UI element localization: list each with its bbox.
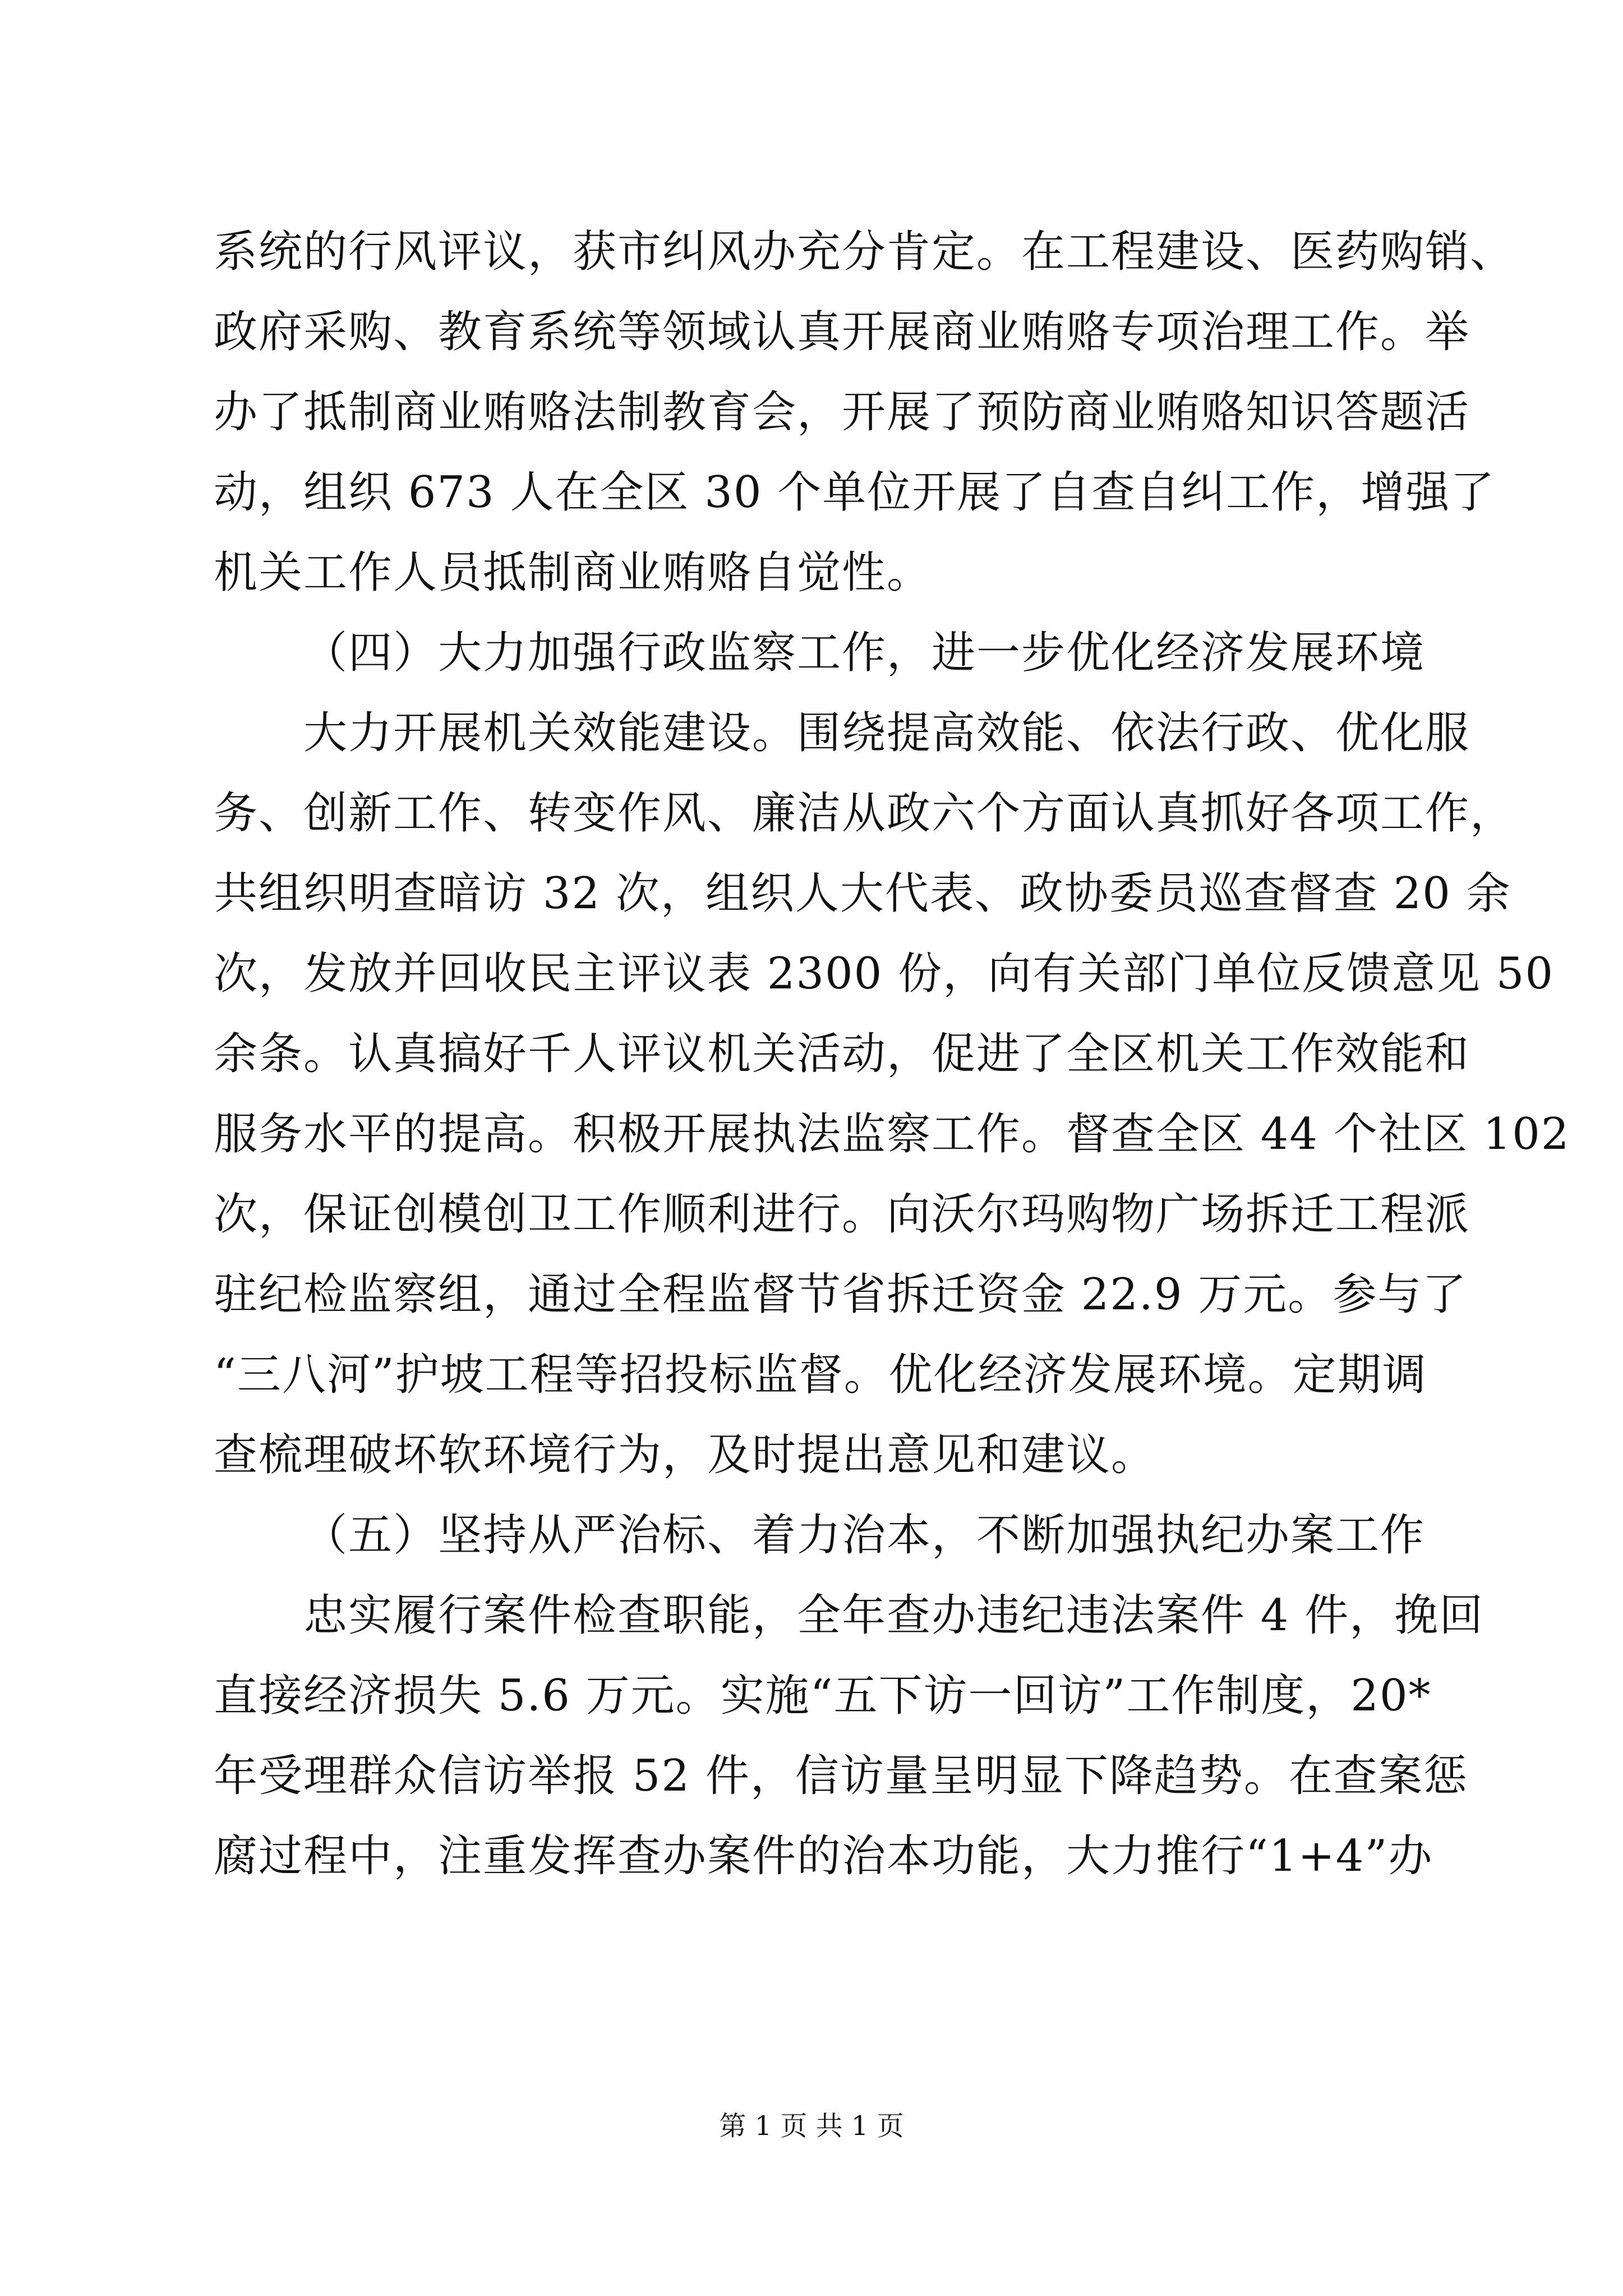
body-line: 服务水平的提高。积极开展执法监察工作。督查全区 44 个社区 102: [214, 1109, 1570, 1159]
body-line: “三八河”护坡工程等招投标监督。优化经济发展环境。定期调: [214, 1350, 1427, 1400]
body-line: 机关工作人员抵制商业贿赂自觉性。: [214, 547, 932, 598]
body-line: 办了抵制商业贿赂法制教育会，开展了预防商业贿赂知识答题活: [214, 387, 1470, 438]
body-line: 年受理群众信访举报 52 件，信访量呈明显下降趋势。在查案惩: [214, 1751, 1468, 1801]
body-line: 驻纪检监察组，通过全程监督节省拆迁资金 22.9 万元。参与了: [214, 1269, 1468, 1320]
body-line: 务、创新工作、转变作风、廉洁从政六个方面认真抓好各项工作，: [214, 788, 1515, 839]
body-line: 动，组织 673 人在全区 30 个单位开展了自查自纠工作，增强了: [214, 467, 1496, 518]
body-line: 腐过程中，注重发挥查办案件的治本功能，大力推行“1+4”办: [214, 1831, 1433, 1881]
body-line: 余条。认真搞好千人评议机关活动，促进了全区机关工作效能和: [214, 1029, 1470, 1079]
body-line: 直接经济损失 5.6 万元。实施“五下访一回访”工作制度，20*: [214, 1671, 1432, 1721]
body-line: 政府采购、教育系统等领域认真开展商业贿赂专项治理工作。举: [214, 307, 1470, 357]
body-line: 系统的行风评议，获市纠风办充分肯定。在工程建设、医药购销、: [214, 227, 1515, 277]
body-line: 次，发放并回收民主评议表 2300 份，向有关部门单位反馈意见 50: [214, 949, 1555, 999]
body-line: 次，保证创模创卫工作顺利进行。向沃尔玛购物广场拆迁工程派: [214, 1189, 1470, 1240]
paragraph-first-line: 大力开展机关效能建设。围绕提高效能、依法行政、优化服: [303, 708, 1470, 758]
section-heading: （五）坚持从严治标、着力治本，不断加强执纪办案工作: [303, 1510, 1426, 1561]
body-line: 共组织明查暗访 32 次，组织人大代表、政协委员巡查督查 20 余: [214, 868, 1511, 919]
body-line: 查梳理破坏软环境行为，及时提出意见和建议。: [214, 1430, 1156, 1480]
paragraph-first-line: 忠实履行案件检查职能，全年查办违纪违法案件 4 件，挽回: [303, 1590, 1484, 1641]
section-heading: （四）大力加强行政监察工作，进一步优化经济发展环境: [303, 628, 1426, 678]
page-number-footer: 第 1 页 共 1 页: [719, 2110, 904, 2142]
document-body: [214, 212, 1570, 1897]
